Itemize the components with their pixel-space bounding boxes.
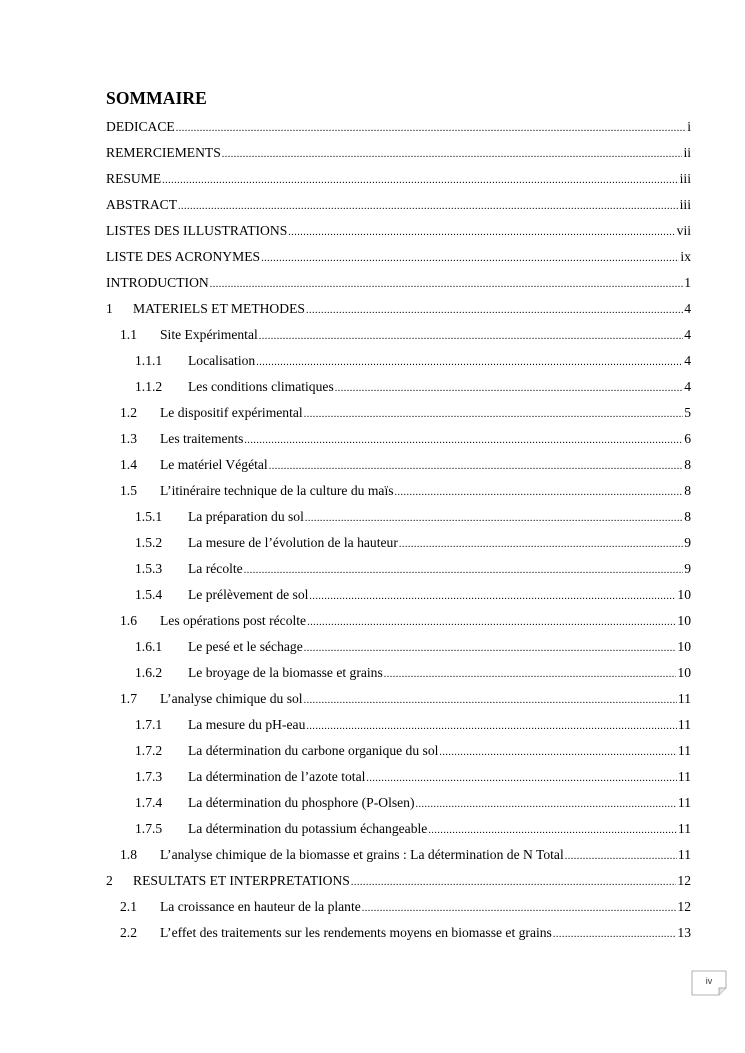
toc-entry[interactable] — [120, 482, 691, 500]
toc-entry-page: i — [687, 119, 691, 134]
toc-entry-label: La mesure du pH-eau — [188, 717, 306, 732]
toc-entry-page: 8 — [684, 483, 691, 498]
toc-entry-page: 12 — [677, 899, 691, 914]
toc-entry[interactable] — [106, 300, 691, 318]
toc-entry-label: La détermination du carbone organique du sol — [188, 743, 439, 758]
toc-dot-leader — [335, 380, 683, 398]
toc-entry[interactable] — [120, 404, 691, 422]
toc-dot-leader — [428, 822, 677, 840]
toc-entry-label: La croissance en hauteur de la plante — [160, 899, 361, 914]
toc-entry-number: 2.2 — [120, 925, 137, 940]
toc-entry[interactable] — [120, 456, 691, 474]
toc-entry-page: ix — [680, 249, 691, 264]
toc-entry-label: La préparation du sol — [188, 509, 304, 524]
toc-entry-page: 9 — [684, 535, 691, 550]
toc-entry-number: 1.7.5 — [135, 821, 163, 836]
toc-entry[interactable] — [106, 248, 691, 266]
toc-dot-leader — [244, 562, 683, 580]
toc-entry-number: 1.6 — [120, 613, 137, 628]
toc-entry[interactable] — [135, 560, 691, 578]
toc-entry-label: La détermination du phosphore (P-Olsen) — [188, 795, 415, 810]
toc-entry-number: 1.3 — [120, 431, 137, 446]
toc-dot-leader — [304, 640, 677, 658]
toc-entry[interactable] — [120, 690, 691, 708]
toc-dot-leader — [222, 146, 683, 164]
toc-entry-page: 8 — [684, 509, 691, 524]
toc-entry-page: 9 — [684, 561, 691, 576]
toc-entry-page: iii — [679, 171, 691, 186]
toc-dot-leader — [309, 588, 676, 606]
toc-entry-page: ii — [683, 145, 691, 160]
toc-entry-label: La mesure de l’évolution de la hauteur — [188, 535, 398, 550]
toc-entry[interactable] — [135, 742, 691, 760]
toc-entry-number: 1.5.3 — [135, 561, 163, 576]
toc-entry-number: 1.5 — [120, 483, 137, 498]
toc-entry-label: LISTES DES ILLUSTRATIONS — [106, 223, 288, 238]
toc-entry[interactable] — [106, 196, 691, 214]
toc-entry-number: 1.2 — [120, 405, 137, 420]
toc-entry[interactable] — [106, 222, 691, 240]
toc-dot-leader — [307, 614, 676, 632]
toc-entry-number: 1.7.4 — [135, 795, 163, 810]
toc-entry-page: vii — [676, 223, 691, 238]
toc-entry-number: 1.8 — [120, 847, 137, 862]
toc-entry-label: ABSTRACT — [106, 197, 178, 212]
toc-entry-page: 11 — [677, 743, 691, 758]
toc-entry-number: 1.1.2 — [135, 379, 163, 394]
toc-entry-page: 11 — [677, 847, 691, 862]
toc-entry-label: Les conditions climatiques — [188, 379, 334, 394]
toc-dot-leader — [261, 250, 679, 268]
toc-entry-number: 1.5.1 — [135, 509, 163, 524]
toc-entry-number: 1.6.2 — [135, 665, 163, 680]
toc-entry-page: 6 — [684, 431, 691, 446]
toc-entry-number: 1.7.3 — [135, 769, 163, 784]
toc-entry-page: 5 — [684, 405, 691, 420]
toc-entry[interactable] — [135, 664, 691, 682]
toc-entry-page: 11 — [677, 821, 691, 836]
toc-entry-label: La détermination de l’azote total — [188, 769, 366, 784]
toc-entry[interactable] — [120, 924, 691, 942]
toc-entry-page: 12 — [677, 873, 691, 888]
toc-entry-label: MATERIELS ET METHODES — [133, 301, 305, 316]
page-title: SOMMAIRE — [106, 88, 207, 108]
toc-dot-leader — [244, 432, 683, 450]
toc-entry-label: DEDICACE — [106, 119, 175, 134]
toc-dot-leader — [259, 328, 683, 346]
toc-entry[interactable] — [135, 534, 691, 552]
toc-entry-number: 1.5.2 — [135, 535, 163, 550]
toc-dot-leader — [416, 796, 677, 814]
toc-entry-label: RESUME — [106, 171, 162, 186]
toc-entry-label: Le matériel Végétal — [160, 457, 268, 472]
toc-dot-leader — [366, 770, 677, 788]
toc-dot-leader — [304, 692, 677, 710]
toc-entry-page: 10 — [677, 639, 691, 654]
toc-entry-number: 1.7.2 — [135, 743, 163, 758]
toc-dot-leader — [565, 848, 677, 866]
toc-dot-leader — [553, 926, 677, 944]
toc-dot-leader — [395, 484, 684, 502]
toc-entry[interactable] — [106, 118, 691, 136]
toc-entry-number: 2.1 — [120, 899, 137, 914]
toc-entry-number: 1.7 — [120, 691, 137, 706]
toc-entry[interactable] — [135, 508, 691, 526]
toc-dot-leader — [178, 198, 679, 216]
toc-entry-page: 11 — [677, 795, 691, 810]
toc-dot-leader — [439, 744, 677, 762]
toc-dot-leader — [288, 224, 675, 242]
toc-entry-page: iii — [679, 197, 691, 212]
toc-entry-page: 4 — [684, 301, 691, 316]
toc-dot-leader — [362, 900, 677, 918]
toc-entry[interactable] — [135, 794, 691, 812]
toc-entry-number: 1.6.1 — [135, 639, 163, 654]
toc-entry-page: 1 — [684, 275, 691, 290]
toc-entry-page: 10 — [677, 613, 691, 628]
toc-entry-number: 1 — [106, 301, 113, 316]
toc-entry-number: 1.4 — [120, 457, 137, 472]
page-number-badge — [691, 970, 727, 996]
toc-entry-number: 1.7.1 — [135, 717, 163, 732]
toc-entry-label: Site Expérimental — [160, 327, 258, 342]
toc-entry-label: L’effet des traitements sur les rendements moyens en biomasse et grains — [160, 925, 552, 940]
toc-entry-label: Les traitements — [160, 431, 244, 446]
toc-entry-label: Les opérations post récolte — [160, 613, 307, 628]
toc-entry-label: LISTE DES ACRONYMES — [106, 249, 261, 264]
toc-entry-label: INTRODUCTION — [106, 275, 209, 290]
toc-dot-leader — [304, 406, 684, 424]
toc-entry[interactable] — [120, 430, 691, 448]
toc-entry-page: 10 — [677, 665, 691, 680]
toc-entry-label: L’analyse chimique du sol — [160, 691, 303, 706]
toc-entry-page: 4 — [684, 379, 691, 394]
toc-dot-leader — [176, 120, 686, 138]
toc-entry[interactable] — [106, 170, 691, 188]
toc-entry-page: 13 — [677, 925, 691, 940]
toc-entry-page: 11 — [677, 691, 691, 706]
toc-entry-number: 1.5.4 — [135, 587, 163, 602]
toc-dot-leader — [306, 302, 683, 320]
toc-entry-label: L’itinéraire technique de la culture du maïs — [160, 483, 394, 498]
toc-entry[interactable] — [135, 716, 691, 734]
toc-entry[interactable] — [135, 352, 691, 370]
toc-entry-page: 4 — [684, 353, 691, 368]
toc-entry-label: REMERCIEMENTS — [106, 145, 221, 160]
toc-dot-leader — [306, 718, 677, 736]
toc-entry-number: 1.1.1 — [135, 353, 163, 368]
toc-entry-page: 4 — [684, 327, 691, 342]
page-number: iv — [705, 976, 713, 986]
toc-entry-page: 11 — [677, 769, 691, 784]
toc-entry[interactable] — [135, 586, 691, 604]
toc-dot-leader — [162, 172, 679, 190]
toc-entry[interactable] — [120, 846, 691, 864]
toc-entry-label: Le broyage de la biomasse et grains — [188, 665, 383, 680]
toc-entry-label: La détermination du potassium échangeable — [188, 821, 428, 836]
toc-entry-number: 2 — [106, 873, 113, 888]
toc-dot-leader — [210, 276, 684, 294]
toc-entry-label: RESULTATS ET INTERPRETATIONS — [133, 873, 350, 888]
toc-entry[interactable] — [106, 274, 691, 292]
toc-entry-page: 8 — [684, 457, 691, 472]
toc-entry[interactable] — [135, 820, 691, 838]
toc-entry[interactable] — [120, 898, 691, 916]
toc-entry-number: 1.1 — [120, 327, 137, 342]
toc-dot-leader — [351, 874, 677, 892]
toc-entry[interactable] — [106, 144, 691, 162]
toc-entry-label: Le prélèvement de sol — [188, 587, 309, 602]
toc-dot-leader — [269, 458, 684, 476]
toc-entry-label: Le pesé et le séchage — [188, 639, 303, 654]
toc-entry-label: L’analyse chimique de la biomasse et grains : La détermination de N Total — [160, 847, 564, 862]
toc-entry[interactable] — [120, 612, 691, 630]
toc-dot-leader — [256, 354, 683, 372]
toc-entry[interactable] — [135, 768, 691, 786]
toc-entry-label: Le dispositif expérimental — [160, 405, 303, 420]
toc-entry-label: Localisation — [188, 353, 256, 368]
toc-entry-page: 11 — [677, 717, 691, 732]
toc-dot-leader — [399, 536, 683, 554]
toc-entry-page: 10 — [677, 587, 691, 602]
toc-entry[interactable] — [106, 872, 691, 890]
toc-entry[interactable] — [120, 326, 691, 344]
toc-entry[interactable] — [135, 638, 691, 656]
toc-dot-leader — [305, 510, 683, 528]
toc-entry[interactable] — [135, 378, 691, 396]
toc-entry-label: La récolte — [188, 561, 243, 576]
toc-dot-leader — [384, 666, 677, 684]
